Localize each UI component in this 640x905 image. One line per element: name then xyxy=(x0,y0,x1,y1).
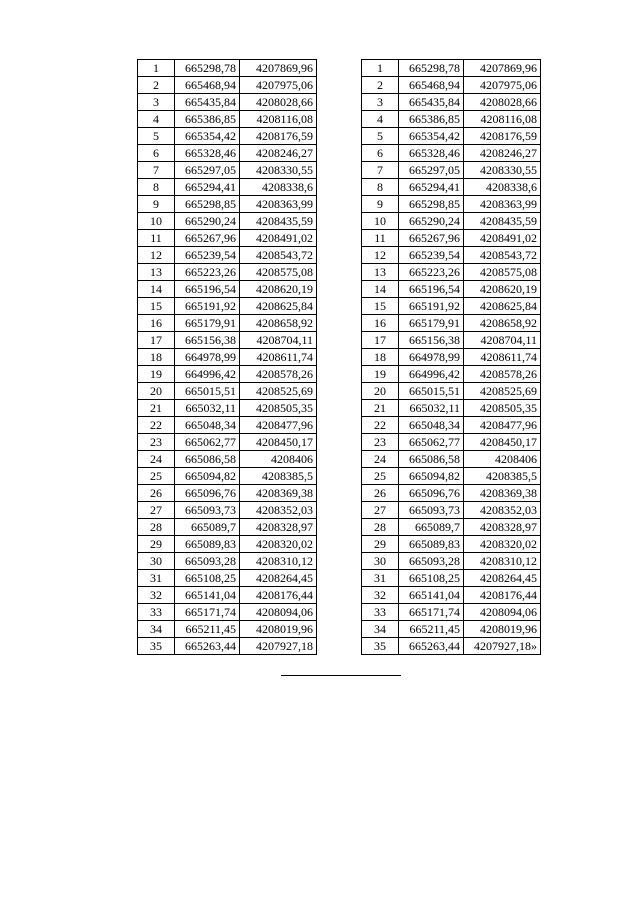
x-coordinate-cell: 665263,44 xyxy=(175,638,240,655)
x-coordinate-cell: 665386,85 xyxy=(399,111,464,128)
point-number-cell: 12 xyxy=(138,247,175,264)
y-coordinate-cell: 4208435,59 xyxy=(464,213,541,230)
table-row xyxy=(138,145,317,162)
table-row xyxy=(138,162,317,179)
point-number-cell: 8 xyxy=(138,179,175,196)
table-row xyxy=(138,298,317,315)
x-coordinate-cell: 665015,51 xyxy=(175,383,240,400)
y-coordinate-cell: 4208330,55 xyxy=(240,162,317,179)
table-row xyxy=(362,264,541,281)
y-coordinate-cell: 4208491,02 xyxy=(240,230,317,247)
x-coordinate-cell: 665032,11 xyxy=(399,400,464,417)
x-coordinate-cell: 665094,82 xyxy=(399,468,464,485)
x-coordinate-cell: 665435,84 xyxy=(399,94,464,111)
x-coordinate-cell: 665239,54 xyxy=(175,247,240,264)
y-coordinate-cell: 4208406 xyxy=(240,451,317,468)
point-number-cell: 7 xyxy=(362,162,399,179)
x-coordinate-cell: 665290,24 xyxy=(399,213,464,230)
table-row xyxy=(362,128,541,145)
table-row xyxy=(362,570,541,587)
x-coordinate-cell: 665093,28 xyxy=(399,553,464,570)
point-number-cell: 35 xyxy=(362,638,399,655)
table-row xyxy=(362,587,541,604)
x-coordinate-cell: 665093,73 xyxy=(175,502,240,519)
table-row xyxy=(138,128,317,145)
y-coordinate-cell: 4208246,27 xyxy=(240,145,317,162)
point-number-cell: 14 xyxy=(362,281,399,298)
table-row xyxy=(138,417,317,434)
x-coordinate-cell: 665171,74 xyxy=(399,604,464,621)
point-number-cell: 2 xyxy=(138,77,175,94)
point-number-cell: 6 xyxy=(362,145,399,162)
y-coordinate-cell: 4208450,17 xyxy=(240,434,317,451)
x-coordinate-cell: 665468,94 xyxy=(399,77,464,94)
y-coordinate-cell: 4208450,17 xyxy=(464,434,541,451)
y-coordinate-cell: 4207927,18 xyxy=(240,638,317,655)
y-coordinate-cell: 4208505,35 xyxy=(464,400,541,417)
table-row xyxy=(362,519,541,536)
x-coordinate-cell: 665086,58 xyxy=(399,451,464,468)
y-coordinate-cell: 4208363,99 xyxy=(464,196,541,213)
table-row xyxy=(362,162,541,179)
point-number-cell: 25 xyxy=(138,468,175,485)
y-coordinate-cell: 4208264,45 xyxy=(240,570,317,587)
point-number-cell: 23 xyxy=(138,434,175,451)
y-coordinate-cell: 4208028,66 xyxy=(464,94,541,111)
coordinates-table-body xyxy=(138,60,317,655)
x-coordinate-cell: 665179,91 xyxy=(175,315,240,332)
y-coordinate-cell: 4208019,96 xyxy=(240,621,317,638)
y-coordinate-cell: 4208363,99 xyxy=(240,196,317,213)
point-number-cell: 10 xyxy=(362,213,399,230)
y-coordinate-cell: 4208575,08 xyxy=(464,264,541,281)
x-coordinate-cell: 665298,78 xyxy=(175,60,240,77)
table-row xyxy=(138,213,317,230)
table-row xyxy=(362,485,541,502)
y-coordinate-cell: 4208620,19 xyxy=(464,281,541,298)
table-row xyxy=(138,230,317,247)
y-coordinate-cell: 4208406 xyxy=(464,451,541,468)
table-row xyxy=(138,451,317,468)
x-coordinate-cell: 665062,77 xyxy=(175,434,240,451)
point-number-cell: 33 xyxy=(138,604,175,621)
x-coordinate-cell: 665267,96 xyxy=(399,230,464,247)
y-coordinate-cell: 4208611,74 xyxy=(240,349,317,366)
table-row xyxy=(138,468,317,485)
point-number-cell: 5 xyxy=(362,128,399,145)
point-number-cell: 21 xyxy=(138,400,175,417)
x-coordinate-cell: 665032,11 xyxy=(175,400,240,417)
x-coordinate-cell: 665354,42 xyxy=(175,128,240,145)
point-number-cell: 16 xyxy=(362,315,399,332)
table-row xyxy=(138,587,317,604)
y-coordinate-cell: 4208246,27 xyxy=(464,145,541,162)
point-number-cell: 27 xyxy=(138,502,175,519)
table-row xyxy=(362,94,541,111)
y-coordinate-cell: 4207927,18» xyxy=(464,638,541,655)
table-row xyxy=(138,502,317,519)
y-coordinate-cell: 4208094,06 xyxy=(240,604,317,621)
y-coordinate-cell: 4207869,96 xyxy=(464,60,541,77)
x-coordinate-cell: 665096,76 xyxy=(399,485,464,502)
x-coordinate-cell: 665179,91 xyxy=(399,315,464,332)
y-coordinate-cell: 4208625,84 xyxy=(464,298,541,315)
point-number-cell: 4 xyxy=(362,111,399,128)
x-coordinate-cell: 665435,84 xyxy=(175,94,240,111)
table-row xyxy=(138,247,317,264)
table-row xyxy=(138,519,317,536)
table-row xyxy=(362,383,541,400)
y-coordinate-cell: 4208338,6 xyxy=(464,179,541,196)
point-number-cell: 29 xyxy=(138,536,175,553)
table-row xyxy=(138,94,317,111)
table-row xyxy=(138,111,317,128)
x-coordinate-cell: 665108,25 xyxy=(399,570,464,587)
point-number-cell: 14 xyxy=(138,281,175,298)
table-row xyxy=(138,638,317,655)
point-number-cell: 2 xyxy=(362,77,399,94)
y-coordinate-cell: 4208352,03 xyxy=(464,502,541,519)
table-row xyxy=(362,145,541,162)
x-coordinate-cell: 665089,83 xyxy=(399,536,464,553)
point-number-cell: 32 xyxy=(138,587,175,604)
y-coordinate-cell: 4208575,08 xyxy=(240,264,317,281)
x-coordinate-cell: 665191,92 xyxy=(175,298,240,315)
y-coordinate-cell: 4208525,69 xyxy=(464,383,541,400)
table-row xyxy=(362,621,541,638)
x-coordinate-cell: 665297,05 xyxy=(399,162,464,179)
y-coordinate-cell: 4208477,96 xyxy=(240,417,317,434)
point-number-cell: 1 xyxy=(138,60,175,77)
table-row xyxy=(362,468,541,485)
y-coordinate-cell: 4208116,08 xyxy=(464,111,541,128)
table-row xyxy=(138,179,317,196)
table-row xyxy=(138,315,317,332)
table-row xyxy=(138,196,317,213)
y-coordinate-cell: 4208625,84 xyxy=(240,298,317,315)
x-coordinate-cell: 665108,25 xyxy=(175,570,240,587)
point-number-cell: 9 xyxy=(362,196,399,213)
x-coordinate-cell: 665093,28 xyxy=(175,553,240,570)
point-number-cell: 26 xyxy=(362,485,399,502)
table-row xyxy=(362,400,541,417)
x-coordinate-cell: 665191,92 xyxy=(399,298,464,315)
y-coordinate-cell: 4208543,72 xyxy=(240,247,317,264)
x-coordinate-cell: 665048,34 xyxy=(399,417,464,434)
table-row xyxy=(362,451,541,468)
x-coordinate-cell: 665328,46 xyxy=(175,145,240,162)
x-coordinate-cell: 665171,74 xyxy=(175,604,240,621)
x-coordinate-cell: 665096,76 xyxy=(175,485,240,502)
table-row xyxy=(362,281,541,298)
x-coordinate-cell: 665297,05 xyxy=(175,162,240,179)
y-coordinate-cell: 4208176,59 xyxy=(240,128,317,145)
point-number-cell: 34 xyxy=(362,621,399,638)
point-number-cell: 11 xyxy=(362,230,399,247)
x-coordinate-cell: 665263,44 xyxy=(399,638,464,655)
y-coordinate-cell: 4208611,74 xyxy=(464,349,541,366)
x-coordinate-cell: 665267,96 xyxy=(175,230,240,247)
point-number-cell: 30 xyxy=(138,553,175,570)
point-number-cell: 13 xyxy=(362,264,399,281)
point-number-cell: 24 xyxy=(362,451,399,468)
x-coordinate-cell: 665223,26 xyxy=(399,264,464,281)
point-number-cell: 19 xyxy=(362,366,399,383)
x-coordinate-cell: 665211,45 xyxy=(175,621,240,638)
point-number-cell: 20 xyxy=(138,383,175,400)
x-coordinate-cell: 664978,99 xyxy=(399,349,464,366)
table-row xyxy=(362,502,541,519)
point-number-cell: 30 xyxy=(362,553,399,570)
y-coordinate-cell: 4208028,66 xyxy=(240,94,317,111)
y-coordinate-cell: 4208094,06 xyxy=(464,604,541,621)
table-row xyxy=(138,485,317,502)
table-row xyxy=(362,536,541,553)
table-row xyxy=(362,111,541,128)
y-coordinate-cell: 4208352,03 xyxy=(240,502,317,519)
x-coordinate-cell: 665156,38 xyxy=(399,332,464,349)
point-number-cell: 22 xyxy=(138,417,175,434)
point-number-cell: 34 xyxy=(138,621,175,638)
coordinates-table-right xyxy=(361,59,541,655)
y-coordinate-cell: 4208435,59 xyxy=(240,213,317,230)
table-row xyxy=(362,553,541,570)
x-coordinate-cell: 665239,54 xyxy=(399,247,464,264)
y-coordinate-cell: 4207975,06 xyxy=(240,77,317,94)
table-row xyxy=(138,400,317,417)
table-row xyxy=(362,179,541,196)
point-number-cell: 31 xyxy=(138,570,175,587)
x-coordinate-cell: 665089,7 xyxy=(175,519,240,536)
table-row xyxy=(138,264,317,281)
y-coordinate-cell: 4208338,6 xyxy=(240,179,317,196)
point-number-cell: 6 xyxy=(138,145,175,162)
x-coordinate-cell: 665386,85 xyxy=(175,111,240,128)
point-number-cell: 13 xyxy=(138,264,175,281)
y-coordinate-cell: 4208264,45 xyxy=(464,570,541,587)
y-coordinate-cell: 4208369,38 xyxy=(464,485,541,502)
table-row xyxy=(138,434,317,451)
y-coordinate-cell: 4208704,11 xyxy=(240,332,317,349)
table-row xyxy=(138,604,317,621)
point-number-cell: 16 xyxy=(138,315,175,332)
x-coordinate-cell: 665298,85 xyxy=(175,196,240,213)
y-coordinate-cell: 4208320,02 xyxy=(240,536,317,553)
point-number-cell: 8 xyxy=(362,179,399,196)
point-number-cell: 15 xyxy=(138,298,175,315)
table-row xyxy=(362,77,541,94)
table-row xyxy=(138,570,317,587)
point-number-cell: 5 xyxy=(138,128,175,145)
table-row xyxy=(138,281,317,298)
x-coordinate-cell: 665211,45 xyxy=(399,621,464,638)
y-coordinate-cell: 4208330,55 xyxy=(464,162,541,179)
table-row xyxy=(362,434,541,451)
point-number-cell: 18 xyxy=(362,349,399,366)
table-row xyxy=(362,230,541,247)
x-coordinate-cell: 665294,41 xyxy=(175,179,240,196)
point-number-cell: 35 xyxy=(138,638,175,655)
closing-rule-divider xyxy=(281,675,401,676)
point-number-cell: 26 xyxy=(138,485,175,502)
coordinates-table-left xyxy=(137,59,317,655)
point-number-cell: 23 xyxy=(362,434,399,451)
table-row xyxy=(138,349,317,366)
point-number-cell: 28 xyxy=(362,519,399,536)
point-number-cell: 27 xyxy=(362,502,399,519)
y-coordinate-cell: 4208176,44 xyxy=(240,587,317,604)
x-coordinate-cell: 665141,04 xyxy=(399,587,464,604)
x-coordinate-cell: 665048,34 xyxy=(175,417,240,434)
table-row xyxy=(362,196,541,213)
x-coordinate-cell: 664978,99 xyxy=(175,349,240,366)
x-coordinate-cell: 665468,94 xyxy=(175,77,240,94)
x-coordinate-cell: 665086,58 xyxy=(175,451,240,468)
point-number-cell: 22 xyxy=(362,417,399,434)
table-row xyxy=(362,604,541,621)
x-coordinate-cell: 665328,46 xyxy=(399,145,464,162)
x-coordinate-cell: 665294,41 xyxy=(399,179,464,196)
point-number-cell: 12 xyxy=(362,247,399,264)
x-coordinate-cell: 664996,42 xyxy=(399,366,464,383)
table-row xyxy=(138,621,317,638)
y-coordinate-cell: 4208369,38 xyxy=(240,485,317,502)
y-coordinate-cell: 4208116,08 xyxy=(240,111,317,128)
point-number-cell: 25 xyxy=(362,468,399,485)
y-coordinate-cell: 4208543,72 xyxy=(464,247,541,264)
y-coordinate-cell: 4208704,11 xyxy=(464,332,541,349)
y-coordinate-cell: 4208176,59 xyxy=(464,128,541,145)
y-coordinate-cell: 4208578,26 xyxy=(464,366,541,383)
point-number-cell: 33 xyxy=(362,604,399,621)
y-coordinate-cell: 4208525,69 xyxy=(240,383,317,400)
y-coordinate-cell: 4208328,97 xyxy=(464,519,541,536)
y-coordinate-cell: 4208320,02 xyxy=(464,536,541,553)
y-coordinate-cell: 4208578,26 xyxy=(240,366,317,383)
y-coordinate-cell: 4208328,97 xyxy=(240,519,317,536)
x-coordinate-cell: 665089,7 xyxy=(399,519,464,536)
table-row xyxy=(362,417,541,434)
point-number-cell: 18 xyxy=(138,349,175,366)
y-coordinate-cell: 4208477,96 xyxy=(464,417,541,434)
table-row xyxy=(362,332,541,349)
x-coordinate-cell: 665094,82 xyxy=(175,468,240,485)
x-coordinate-cell: 665015,51 xyxy=(399,383,464,400)
table-row xyxy=(138,553,317,570)
y-coordinate-cell: 4207869,96 xyxy=(240,60,317,77)
point-number-cell: 29 xyxy=(362,536,399,553)
point-number-cell: 7 xyxy=(138,162,175,179)
table-row xyxy=(362,638,541,655)
y-coordinate-cell: 4208019,96 xyxy=(464,621,541,638)
point-number-cell: 28 xyxy=(138,519,175,536)
x-coordinate-cell: 665298,78 xyxy=(399,60,464,77)
table-row xyxy=(362,213,541,230)
table-row xyxy=(362,349,541,366)
table-row xyxy=(362,60,541,77)
x-coordinate-cell: 665196,54 xyxy=(175,281,240,298)
point-number-cell: 24 xyxy=(138,451,175,468)
x-coordinate-cell: 665354,42 xyxy=(399,128,464,145)
y-coordinate-cell: 4208385,5 xyxy=(240,468,317,485)
y-coordinate-cell: 4208491,02 xyxy=(464,230,541,247)
table-row xyxy=(362,366,541,383)
x-coordinate-cell: 665093,73 xyxy=(399,502,464,519)
y-coordinate-cell: 4208620,19 xyxy=(240,281,317,298)
y-coordinate-cell: 4208310,12 xyxy=(240,553,317,570)
point-number-cell: 3 xyxy=(362,94,399,111)
x-coordinate-cell: 665141,04 xyxy=(175,587,240,604)
point-number-cell: 20 xyxy=(362,383,399,400)
point-number-cell: 9 xyxy=(138,196,175,213)
y-coordinate-cell: 4208505,35 xyxy=(240,400,317,417)
table-row xyxy=(362,315,541,332)
x-coordinate-cell: 665290,24 xyxy=(175,213,240,230)
x-coordinate-cell: 665223,26 xyxy=(175,264,240,281)
x-coordinate-cell: 665298,85 xyxy=(399,196,464,213)
y-coordinate-cell: 4207975,06 xyxy=(464,77,541,94)
point-number-cell: 17 xyxy=(138,332,175,349)
point-number-cell: 1 xyxy=(362,60,399,77)
x-coordinate-cell: 665156,38 xyxy=(175,332,240,349)
point-number-cell: 31 xyxy=(362,570,399,587)
table-row xyxy=(362,247,541,264)
y-coordinate-cell: 4208176,44 xyxy=(464,587,541,604)
y-coordinate-cell: 4208385,5 xyxy=(464,468,541,485)
point-number-cell: 11 xyxy=(138,230,175,247)
table-row xyxy=(138,60,317,77)
point-number-cell: 19 xyxy=(138,366,175,383)
x-coordinate-cell: 665089,83 xyxy=(175,536,240,553)
point-number-cell: 21 xyxy=(362,400,399,417)
x-coordinate-cell: 665196,54 xyxy=(399,281,464,298)
point-number-cell: 15 xyxy=(362,298,399,315)
point-number-cell: 17 xyxy=(362,332,399,349)
table-row xyxy=(138,332,317,349)
table-row xyxy=(362,298,541,315)
y-coordinate-cell: 4208310,12 xyxy=(464,553,541,570)
y-coordinate-cell: 4208658,92 xyxy=(240,315,317,332)
coordinates-table-body xyxy=(362,60,541,655)
table-row xyxy=(138,366,317,383)
table-row xyxy=(138,77,317,94)
table-row xyxy=(138,536,317,553)
x-coordinate-cell: 665062,77 xyxy=(399,434,464,451)
point-number-cell: 32 xyxy=(362,587,399,604)
point-number-cell: 10 xyxy=(138,213,175,230)
x-coordinate-cell: 664996,42 xyxy=(175,366,240,383)
table-row xyxy=(138,383,317,400)
y-coordinate-cell: 4208658,92 xyxy=(464,315,541,332)
point-number-cell: 3 xyxy=(138,94,175,111)
point-number-cell: 4 xyxy=(138,111,175,128)
